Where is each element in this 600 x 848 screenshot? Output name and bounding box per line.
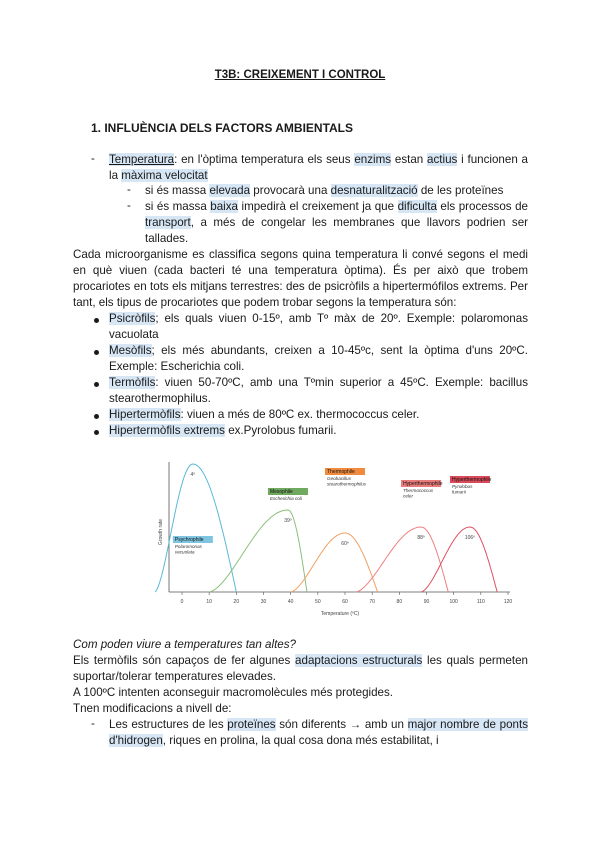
peak-label: 4º — [190, 472, 196, 478]
bullet-item: Psicròfils; els quals viuen 0-15º, amb Tº màx de 20º. Exemple: polaromonas vacuolata — [109, 312, 528, 341]
keyword-transport: transport — [145, 216, 191, 229]
x-tick-label: 80 — [396, 599, 403, 605]
bullet-dot — [94, 430, 99, 435]
dash-marker: - — [91, 717, 95, 730]
y-axis-label: Growth rate — [158, 518, 164, 546]
dash-marker: - — [127, 199, 131, 212]
dash-marker: - — [91, 152, 95, 165]
series-species: Pyrolobus — [451, 484, 473, 489]
keyword-maxima-velocitat: màxima velocitat — [121, 169, 208, 182]
bullet-item: Mesòfils; els més abundants, creixen a 10-45ºc, sent la òptima d'uns 20ºC. Exemple: Escherichia coli. — [109, 344, 528, 373]
keyword-hipertermofils-extrems: Hipertermòfils extrems — [109, 424, 225, 437]
keyword-enzims: enzims — [354, 153, 392, 166]
series-species: Escherichia coli — [269, 496, 302, 501]
keyword-baixa: baixa — [210, 200, 238, 213]
series-species: Thermococcus — [403, 488, 434, 493]
document-title: T3B: CREIXEMENT I CONTROL — [214, 69, 386, 81]
temperature-growth-chart — [155, 442, 517, 622]
series-species: Geobacillus — [327, 476, 352, 481]
keyword-termofils: Termòfils — [109, 376, 156, 389]
x-axis-label: Temperature (ºC) — [320, 611, 360, 617]
x-tick-label: 120 — [503, 599, 513, 605]
keyword-ponts-hidrogen: major nombre de ponts d'hidrogen — [109, 718, 528, 747]
series-species: celer — [403, 493, 414, 499]
dash-marker: - — [127, 183, 131, 196]
bullet-item: Termòfils: viuen 50-70ºC, amb una Tºmin superior a 45ºC. Exemple: bacillus stearothermophilus. — [109, 376, 528, 405]
keyword-dificulta: dificulta — [397, 200, 437, 213]
x-tick-label: 60 — [342, 599, 348, 605]
keyword-proteines: proteïnes — [227, 718, 276, 731]
x-tick-label: 40 — [287, 599, 294, 605]
x-tick-label: 70 — [369, 599, 375, 605]
series-species: vacuolata — [174, 549, 195, 555]
adaptations-paragraph: Els termòfils són capaços de fer algunes adaptacions estructurals les quals permeten suportar/tolerar temperatures elevades. — [73, 654, 529, 683]
bullet-item: Hipertermòfils extrems ex.Pyrolobus fumarii. — [109, 424, 337, 437]
sub-item-elevada: si és massa elevada provocarà una desnaturalització de les proteïnes — [145, 184, 504, 197]
x-tick-label: 50 — [315, 599, 321, 605]
peak-label: 39º — [284, 518, 292, 524]
series-species: fumarii — [451, 489, 466, 495]
series-name: Hyperthermophile — [403, 481, 443, 488]
keyword-elevada: elevada — [209, 184, 251, 197]
series-name: Thermophile — [327, 469, 355, 476]
keyword-temperatura: Temperatura — [109, 153, 175, 166]
keyword-adaptacions: adaptacions estructurals — [295, 654, 423, 667]
x-tick-label: 30 — [260, 599, 267, 605]
keyword-desnaturalitzacio: desnaturalització — [330, 184, 418, 197]
x-tick-label: 90 — [423, 599, 430, 605]
section-heading: 1. INFLUÈNCIA DELS FACTORS AMBIENTALS — [91, 121, 354, 135]
keyword-mesofils: Mesòfils — [109, 344, 152, 357]
x-tick-label: 0 — [180, 599, 184, 605]
keyword-psicrofils: Psicròfils — [109, 312, 156, 325]
peak-label: 88º — [417, 535, 425, 541]
bullet-dot — [94, 382, 99, 387]
peak-label: 106º — [464, 535, 476, 541]
temperatura-item: Temperatura: en l'òptima temperatura els seus enzims estan actius i funcionen a la màxima velocitat — [109, 153, 528, 182]
bullet-dot — [94, 350, 99, 355]
paragraph-100c: A 100ºC intenten aconseguir macromolècules més protegides. — [73, 686, 394, 699]
peak-label: 60º — [341, 541, 349, 547]
series-species: Polaromonas — [174, 544, 202, 549]
series-species: stearothermophilus — [327, 481, 367, 487]
bullet-dot — [94, 414, 99, 419]
series-name: Hyperthermophile — [451, 477, 492, 484]
x-tick-label: 100 — [449, 599, 458, 605]
keyword-actius: actius — [427, 153, 458, 166]
classification-paragraph: Cada microorganisme es classifica segons quina temperatura li convé segons el medi en què viuen (cada bacteri té una temperatura òptima). És per això que trobem procariotes en tots els mitjans terrestres: des de psicròfils a hipertermófilos extrems. Per tant, els tipus de procariotes que podem trobar segons la temperatura són: — [73, 248, 528, 309]
bullet-dot — [94, 318, 99, 323]
x-tick-label: 110 — [476, 599, 485, 605]
x-tick-label: 10 — [206, 599, 212, 605]
proteins-item: Les estructures de les proteïnes són diferents → amb un major nombre de ponts d'hidrogen, riques en prolina, la qual cosa dona més estabilitat, i — [109, 718, 528, 747]
keyword-hipertermofils: Hipertermòfils — [109, 408, 181, 421]
x-tick-label: 20 — [233, 599, 240, 605]
sub-item-baixa: si és massa baixa impedirà el creixement ja que dificulta els processos de transport, a més de congelar les membranes que llavors podrien ser tallades. — [145, 200, 528, 245]
series-name: Mesophile — [269, 489, 293, 496]
paragraph-modificacions: Tnen modificacions a nivell de: — [73, 702, 232, 715]
question-heading: Com poden viure a temperatures tan altes? — [73, 638, 296, 651]
bullet-item: Hipertermòfils: viuen a més de 80ºC ex. thermococcus celer. — [109, 408, 420, 421]
series-name: Psychrophile — [174, 537, 204, 544]
